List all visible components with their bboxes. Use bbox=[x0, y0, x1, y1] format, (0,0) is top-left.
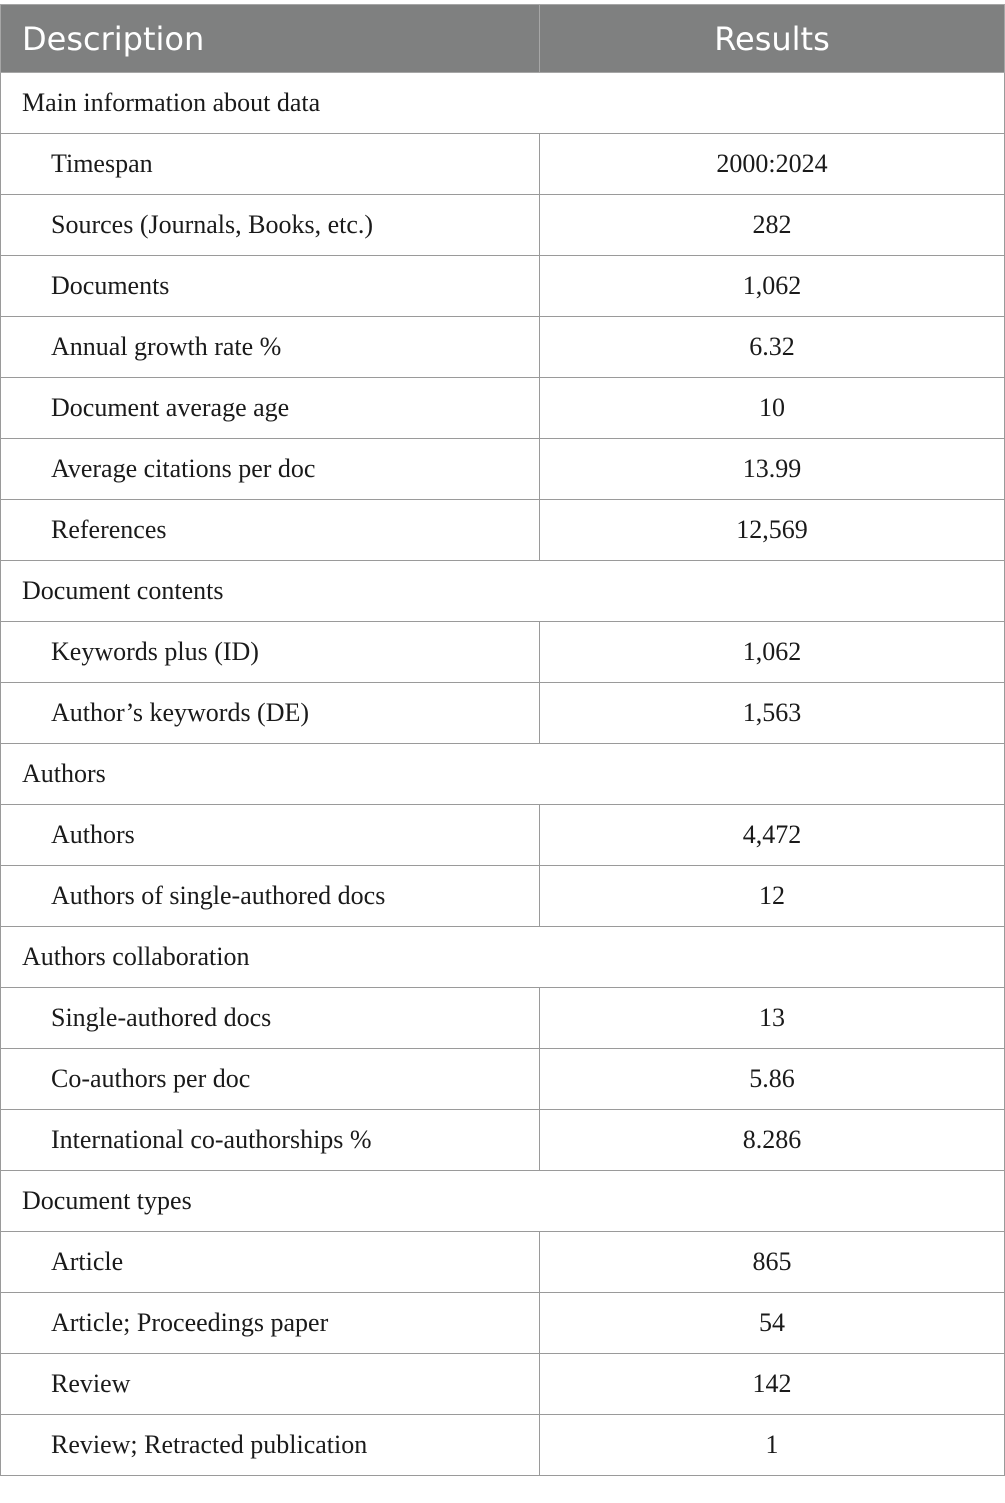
row-label: Article; Proceedings paper bbox=[1, 1293, 540, 1354]
section-row bbox=[1, 561, 1005, 622]
row-value: 12 bbox=[540, 866, 1005, 927]
row-label: Article bbox=[1, 1232, 540, 1293]
section-row bbox=[1, 1171, 1005, 1232]
row-value: 13.99 bbox=[540, 439, 1005, 500]
row-label: Author’s keywords (DE) bbox=[1, 683, 540, 744]
row-label: Documents bbox=[1, 256, 540, 317]
table-row bbox=[1, 317, 1005, 378]
table-row bbox=[1, 1049, 1005, 1110]
row-label: Single-authored docs bbox=[1, 988, 540, 1049]
table-row bbox=[1, 195, 1005, 256]
row-value: 2000:2024 bbox=[540, 134, 1005, 195]
table-row bbox=[1, 1110, 1005, 1171]
row-label: Keywords plus (ID) bbox=[1, 622, 540, 683]
table-row bbox=[1, 622, 1005, 683]
table-row bbox=[1, 805, 1005, 866]
row-label: Sources (Journals, Books, etc.) bbox=[1, 195, 540, 256]
section-row bbox=[1, 744, 1005, 805]
row-value: 1,563 bbox=[540, 683, 1005, 744]
row-label: References bbox=[1, 500, 540, 561]
row-label: International co-authorships % bbox=[1, 1110, 540, 1171]
table-row bbox=[1, 378, 1005, 439]
row-value: 6.32 bbox=[540, 317, 1005, 378]
row-value: 54 bbox=[540, 1293, 1005, 1354]
row-value: 282 bbox=[540, 195, 1005, 256]
section-title: Authors bbox=[1, 744, 1005, 805]
table-row bbox=[1, 134, 1005, 195]
row-label: Review; Retracted publication bbox=[1, 1415, 540, 1476]
table-row bbox=[1, 1232, 1005, 1293]
header-results: Results bbox=[540, 5, 1005, 73]
section-title: Document contents bbox=[1, 561, 1005, 622]
row-label: Review bbox=[1, 1354, 540, 1415]
row-value: 13 bbox=[540, 988, 1005, 1049]
table-row bbox=[1, 439, 1005, 500]
row-label: Annual growth rate % bbox=[1, 317, 540, 378]
table-row bbox=[1, 1354, 1005, 1415]
row-value: 5.86 bbox=[540, 1049, 1005, 1110]
header-row bbox=[1, 5, 1005, 73]
row-value: 10 bbox=[540, 378, 1005, 439]
row-label: Document average age bbox=[1, 378, 540, 439]
table-row bbox=[1, 988, 1005, 1049]
row-label: Timespan bbox=[1, 134, 540, 195]
header-description: Description bbox=[1, 5, 540, 73]
row-label: Authors of single-authored docs bbox=[1, 866, 540, 927]
section-row bbox=[1, 927, 1005, 988]
section-row bbox=[1, 73, 1005, 134]
row-label: Authors bbox=[1, 805, 540, 866]
table-row bbox=[1, 1415, 1005, 1476]
row-value: 8.286 bbox=[540, 1110, 1005, 1171]
row-value: 12,569 bbox=[540, 500, 1005, 561]
data-table bbox=[0, 4, 1005, 1476]
table-row bbox=[1, 866, 1005, 927]
row-value: 142 bbox=[540, 1354, 1005, 1415]
row-value: 865 bbox=[540, 1232, 1005, 1293]
table-row bbox=[1, 256, 1005, 317]
table-row bbox=[1, 1293, 1005, 1354]
section-title: Authors collaboration bbox=[1, 927, 1005, 988]
section-title: Document types bbox=[1, 1171, 1005, 1232]
row-value: 1 bbox=[540, 1415, 1005, 1476]
row-value: 4,472 bbox=[540, 805, 1005, 866]
section-title: Main information about data bbox=[1, 73, 1005, 134]
row-label: Co-authors per doc bbox=[1, 1049, 540, 1110]
table-row bbox=[1, 500, 1005, 561]
table-row bbox=[1, 683, 1005, 744]
row-label: Average citations per doc bbox=[1, 439, 540, 500]
row-value: 1,062 bbox=[540, 622, 1005, 683]
row-value: 1,062 bbox=[540, 256, 1005, 317]
table-body bbox=[1, 73, 1005, 1476]
